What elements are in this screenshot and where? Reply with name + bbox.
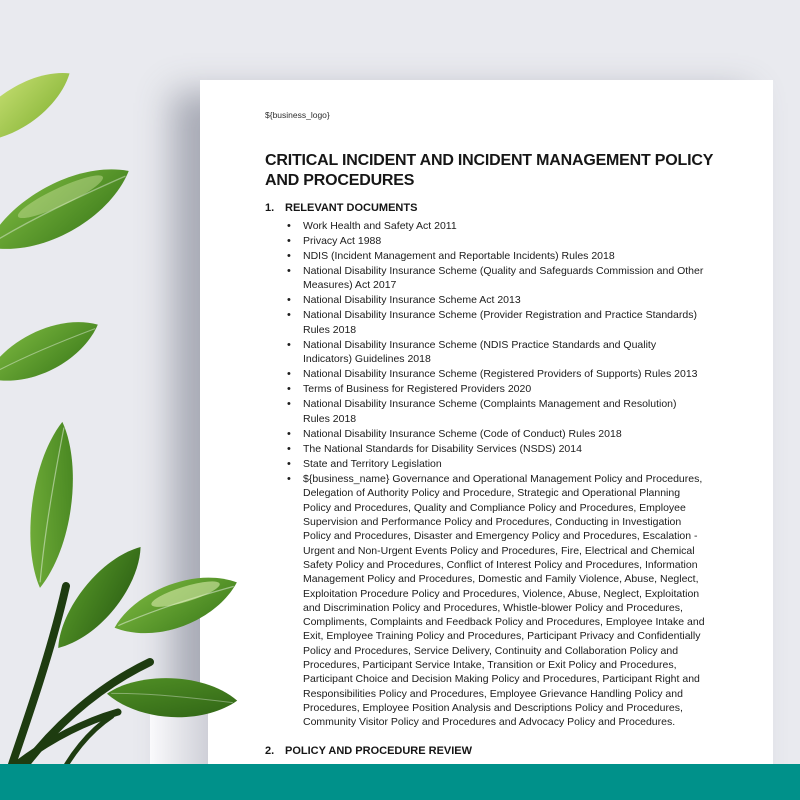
plant-leaves (0, 60, 245, 724)
section-heading-policy-review (265, 745, 706, 758)
section-heading-label: RELEVANT DOCUMENTS (285, 201, 418, 214)
list-item: • National Disability Insurance Scheme Act 2013 (265, 293, 706, 307)
list-item: • Privacy Act 1988 (265, 234, 706, 248)
list-item: • National Disability Insurance Scheme (Quality and Safeguards Commission and Other Measures) Act 2017 (265, 264, 706, 293)
list-item: • National Disability Insurance Scheme (Registered Providers of Supports) Rules 2013 (265, 367, 706, 381)
document-title: CRITICAL INCIDENT AND INCIDENT MANAGEMENT POLICY AND PROCEDURES (265, 152, 713, 189)
business-logo-placeholder: ${business_logo} (265, 110, 330, 120)
list-item: • National Disability Insurance Scheme (Provider Registration and Practice Standards) Rules 2018 (265, 308, 706, 337)
list-item: • National Disability Insurance Scheme (NDIS Practice Standards and Quality Indicators) Guidelines 2018 (265, 338, 706, 367)
plant-leaves-image (0, 0, 300, 800)
section-number: 2. (265, 745, 275, 758)
section-heading-relevant-documents (265, 202, 706, 215)
list-item: • National Disability Insurance Scheme (Code of Conduct) Rules 2018 (265, 427, 706, 441)
list-item: • Terms of Business for Registered Providers 2020 (265, 382, 706, 396)
section-heading-label: POLICY AND PROCEDURE REVIEW (285, 745, 473, 758)
list-item: • NDIS (Incident Management and Reportable Incidents) Rules 2018 (265, 249, 706, 263)
list-item: • The National Standards for Disability Services (NSDS) 2014 (265, 442, 706, 456)
list-item: • National Disability Insurance Scheme (Complaints Management and Resolution) Rules 2018 (265, 397, 706, 426)
section-number: 1. (265, 201, 275, 214)
relevant-documents-list (265, 219, 706, 730)
list-item: • ${business_name} Governance and Operational Management Policy and Procedures, Delegation of Authority Policy and Procedure, Strategic and Operational Planning Policy and Procedures, Quality and Compliance Policy and Procedures, Employee Supervision and Performance Policy and Procedures, Conducting in Investigation Policy and Procedures, Disaster and Emergency Policy and Procedures, Escalation - Urgent and Non-Urgent Events Policy and Procedures, Fire, Electrical and Chemical Safety Policy and Procedures, Conflict of Interest Policy and Procedures, Information Management Policy and Procedures, Domestic and Family Violence, Abuse, Neglect, Exploitation Procedure Policy and Procedures, Violence, Abuse, Neglect, Exploitation and Discrimination Policy and Procedures, Whistle-blower Policy and Procedures, Compliments, Complaints and Feedback Policy and Procedures, Employee Intake and Exit, Employee Training Policy and Procedures, Participant Privacy and Confidentially Policy and Procedures, Service Delivery, Continuity and Collaboration Policy and Procedures, Participant Service Intake, Transition or Exit Policy and Procedures, Participant Choice and Decision Making Policy and Procedures, Participant Right and Responsibilities Policy and Procedures, Employee Grievance Handling Policy and Procedures, Employee Position Analysis and Descriptions Policy and Procedures, Community Visitor Policy and Procedures and Advocacy Policy and Procedures. (265, 472, 706, 729)
accent-footer-band (0, 764, 800, 800)
list-item: • State and Territory Legislation (265, 457, 706, 471)
list-item: • Work Health and Safety Act 2011 (265, 219, 706, 233)
